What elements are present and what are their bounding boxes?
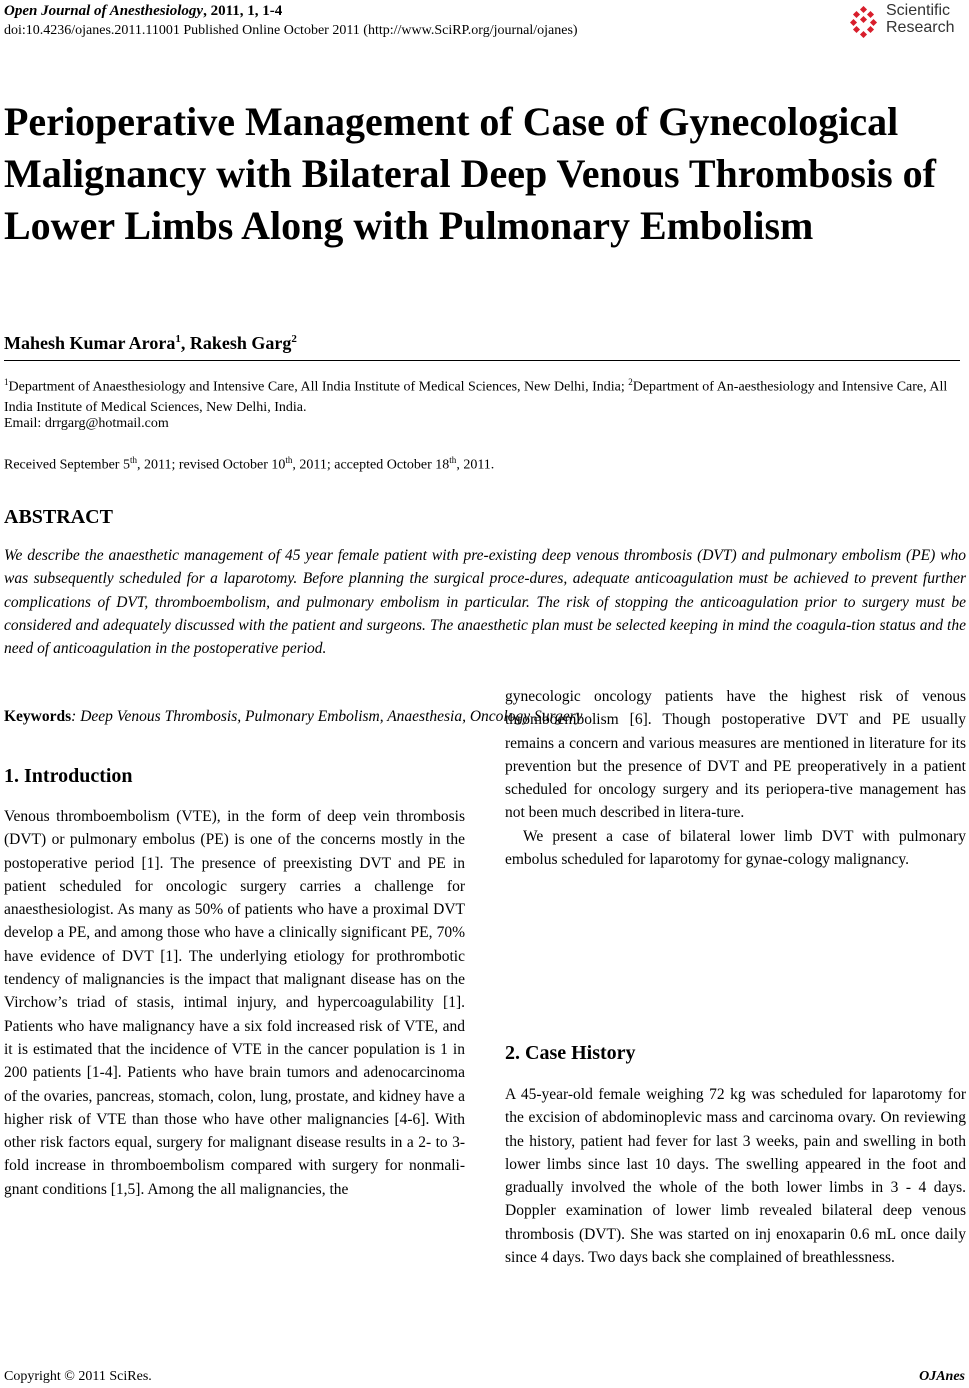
right-column-top bbox=[505, 685, 966, 871]
copyright: Copyright © 2011 SciRes. bbox=[4, 1369, 152, 1384]
publisher-logo bbox=[850, 2, 968, 42]
email: Email: drrgarg@hotmail.com bbox=[4, 416, 169, 431]
keywords: Keywords: Deep Venous Thrombosis, Pulmonary Embolism, Anaesthesia, Oncology Surgery bbox=[4, 708, 583, 725]
logo-text: Scientific Research bbox=[886, 2, 955, 36]
case-history-text bbox=[505, 1083, 966, 1269]
abstract-heading: ABSTRACT bbox=[4, 506, 113, 528]
journal-abbreviation: OJAnes bbox=[919, 1369, 965, 1384]
paper-title: Perioperative Management of Case of Gynecological Malignancy with Bilateral Deep Venous Thrombosis of Lower Limbs Along with Pulmonary Embolism bbox=[4, 99, 936, 248]
paragraph: We present a case of bilateral lower limb DVT with pulmonary embolus scheduled for laparotomy for gynae-cology malignancy. bbox=[505, 827, 966, 869]
authors: Mahesh Kumar Arora$^1$, Rakesh Garg$^2$ bbox=[4, 333, 297, 353]
doi-line: doi:10.4236/ojanes.2011.11001 Published Online October 2011 (http://www.SciRP.org/journal/ojanes) bbox=[4, 23, 578, 38]
paragraph: A 45-year-old female weighing 72 kg was scheduled for laparotomy for the excision of abdominoplevic mass and carcinoma ovary. On reviewing the history, patient had fever for last 3 weeks, pain and swelling in both lower limbs since last 10 days. The swelling appeared in the foot and gradually involved the whole of the both lower limbs in 3 - 4 days. Doppler examination of lower limb revealed bilateral deep venous thrombosis (DVT). She was started on inj enoxaparin 0.6 mL once daily since 4 days. Two days back she complained of breathlessness. bbox=[505, 1086, 966, 1267]
author-divider bbox=[4, 360, 960, 361]
abstract-text: We describe the anaesthetic management of 45 year female patient with pre-existing deep venous thrombosis (DVT) and pulmonary embolism (PE) who was subsequently scheduled for a laparotomy. Before planning the surgical proce-dures, adequate anticoagulation must be achieved to prevent further complications of DVT, thromboembolism, and pulmonary embolism in particular. The risk of stopping the anticoagulation prior to surgery must be considered and adequately discussed with the patient and surgeons. The anaesthetic plan must be selected keeping in mind the coagula-tion status and the need of anticoagulation in the postoperative period. bbox=[4, 547, 966, 658]
received-dates: Received September 5th, 2011; revised October 10th, 2011; accepted October 18th, 2011. bbox=[4, 455, 495, 473]
introduction-text bbox=[4, 805, 465, 1201]
paragraph: gynecologic oncology patients have the highest risk of venous thromboembolism [6]. Though postoperative DVT and PE usually remains a concern and various measures are mentioned in literature for its prevention but the presence of DVT and PE preoperatively in a patient scheduled for oncology surgery and its periopera-tive management has not been much described in litera-ture. bbox=[505, 688, 966, 822]
section-heading-introduction: 1. Introduction bbox=[4, 765, 133, 787]
journal-header: Open Journal of Anesthesiology, 2011, 1, 1-4 bbox=[4, 3, 283, 19]
section-heading-case-history: 2. Case History bbox=[505, 1042, 636, 1064]
paragraph: Venous thromboembolism (VTE), in the form of deep vein thrombosis (DVT) or pulmonary embolus (PE) is one of the concerns mostly in the postoperative period [1]. The presence of preexisting DVT and PE in patient scheduled for oncologic surgery carries a challenge for anaesthesiologist. As many as 50% of patients who have a proximal DVT develop a PE, and among those who have a clinically significant PE, 70% have evidence of DVT [1]. The underlying etiology for prothrombotic tendency of malignancies is the impact that malignant disease has on the Virchow’s triad of stasis, intimal injury, and hypercoagulability [1]. Patients who have malignancy have a six fold increased risk of VTE, and it is estimated that the incidence of VTE in the cancer population is 1 in 200 patients [1-4]. Patients who have brain tumors and adenocarcinoma of the ovaries, pancreas, stomach, colon, lung, prostate, and kidney have a higher risk of VTE than those who have other malignancies [4-6]. With other risk factors equal, surgery for malignant disease results in a 2- to 3-fold increase in thromboembolism compared with surgery for nonmali-gnant conditions [1,5]. Among the all malignancies, the bbox=[4, 808, 465, 1198]
scientific-research-logo-icon bbox=[850, 6, 880, 38]
affiliations: $^1$Department of Anaesthesiology and Intensive Care, All India Institute of Medical Sciences, New Delhi, India; $^2$Department of An-aesthesiology and Intensive Care, All India Institute of Medical Sciences, New Delhi, India. bbox=[4, 377, 948, 415]
